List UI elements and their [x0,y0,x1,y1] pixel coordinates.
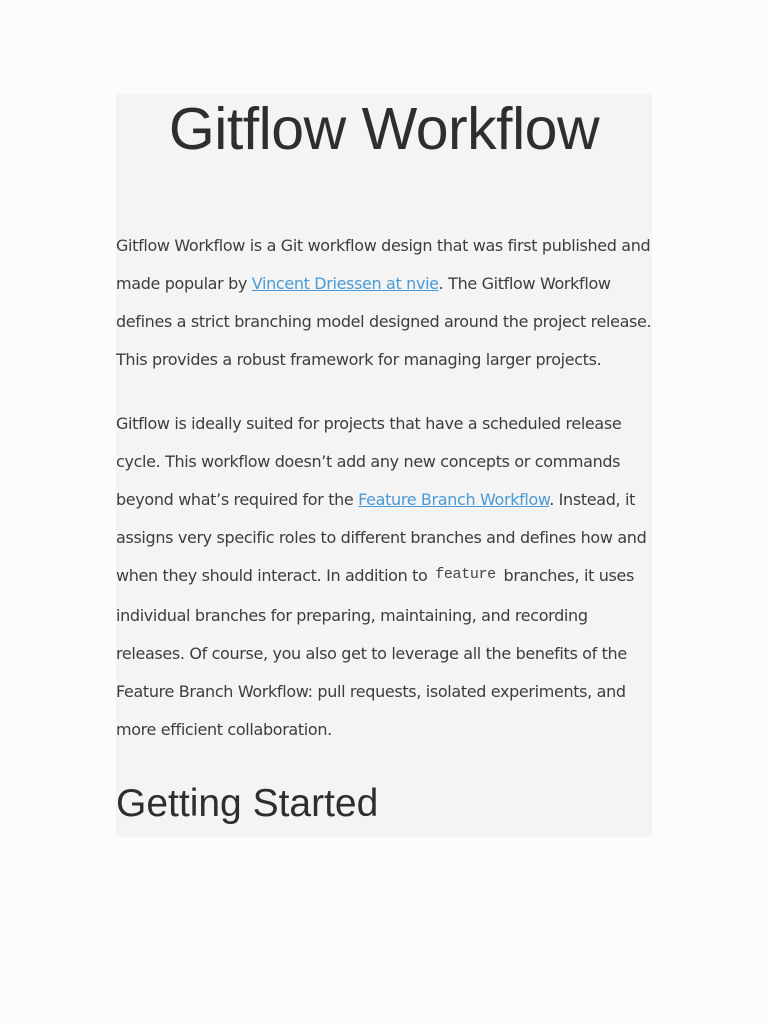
intro-paragraph [116,227,656,379]
intro-text-start: Gitflow Workflow is a Git workflow design that was first published and made popular by [116,236,651,293]
feature-branch-workflow-link[interactable]: Feature Branch Workflow [358,490,550,509]
page-title: Gitflow Workflow [168,96,600,162]
getting-started-heading: Getting Started [116,782,379,825]
intro-text-end: . The Gitflow Workflow defines a strict branching model designed around the project release. This provides a robust framework for managing larger projects. [116,274,652,369]
suitability-paragraph [116,405,656,749]
suitability-text-middle: . Instead, it assigns very specific roles to different branches and defines how and when they should interact. In addition to [116,490,647,585]
suitability-text-end: branches, it uses individual branches for preparing, maintaining, and recording releases. Of course, you also get to leverage all the benefits of the Feature Branch Workflow: pull requests, isolated experiments, and more efficient collaboration. [116,566,635,739]
article-content [116,94,652,837]
suitability-text-start: Gitflow is ideally suited for projects that have a scheduled release cycle. This workflow doesn’t add any new concepts or commands beyond what’s required for the [116,414,622,509]
feature-code: feature [435,566,496,583]
vincent-driessen-link[interactable]: Vincent Driessen at nvie [251,274,439,293]
